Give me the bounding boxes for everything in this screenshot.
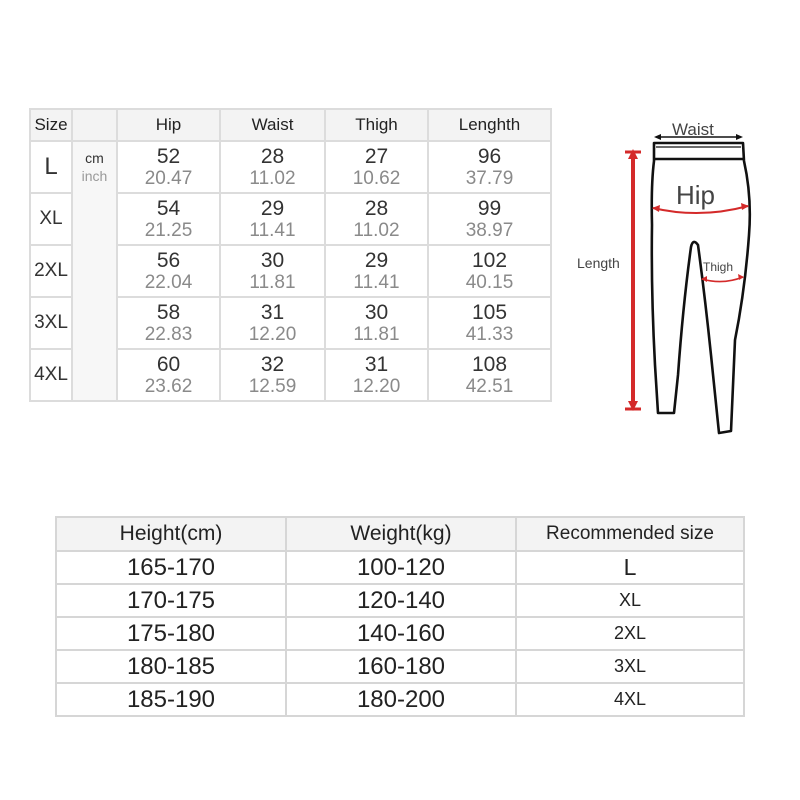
height-cell: 185-190 bbox=[57, 684, 285, 715]
waist-inch-value: 12.20 bbox=[248, 324, 297, 345]
waist-inch-value: 11.41 bbox=[249, 220, 296, 241]
length-cell bbox=[429, 246, 550, 296]
header-weight: Weight(kg) bbox=[287, 518, 515, 550]
header-recommended-size: Recommended size bbox=[517, 518, 743, 550]
thigh-cm-value: 30 bbox=[364, 301, 389, 324]
length-inch-value: 37.79 bbox=[465, 168, 514, 189]
recommended-size-cell: 4XL bbox=[517, 684, 743, 715]
thigh-cell bbox=[326, 194, 427, 244]
length-inch-value: 41.33 bbox=[465, 324, 514, 345]
hip-cell bbox=[118, 350, 219, 400]
waist-cell bbox=[221, 194, 324, 244]
size-cell: XL bbox=[31, 194, 71, 244]
length-cm-value: 108 bbox=[471, 353, 508, 376]
thigh-cell bbox=[326, 350, 427, 400]
waist-cm-value: 32 bbox=[260, 353, 285, 376]
waist-cm-value: 29 bbox=[260, 197, 285, 220]
thigh-inch-value: 11.02 bbox=[353, 220, 400, 241]
length-cell bbox=[429, 194, 550, 244]
thigh-label: Thigh bbox=[703, 260, 734, 274]
length-cell bbox=[429, 298, 550, 348]
table-row bbox=[57, 618, 743, 649]
waist-label: Waist bbox=[672, 120, 714, 139]
waist-cell bbox=[221, 142, 324, 192]
unit-inch-label: inch bbox=[81, 168, 108, 184]
height-cell: 180-185 bbox=[57, 651, 285, 682]
length-cm-value: 99 bbox=[477, 197, 502, 220]
thigh-cm-value: 27 bbox=[364, 145, 389, 168]
length-label: Length bbox=[577, 255, 620, 271]
height-cell: 175-180 bbox=[57, 618, 285, 649]
recommended-size-cell: 3XL bbox=[517, 651, 743, 682]
thigh-cm-value: 31 bbox=[364, 353, 389, 376]
size-cell: 3XL bbox=[31, 298, 71, 348]
table-row bbox=[31, 142, 550, 192]
thigh-inch-value: 11.41 bbox=[353, 272, 400, 293]
hip-cm-value: 60 bbox=[156, 353, 181, 376]
header-length: Lenghth bbox=[429, 110, 550, 140]
hip-cm-value: 52 bbox=[156, 145, 181, 168]
unit-cm-label: cm bbox=[85, 150, 104, 166]
length-inch-value: 38.97 bbox=[465, 220, 514, 241]
hip-inch-value: 22.83 bbox=[144, 324, 193, 345]
header-waist: Waist bbox=[221, 110, 324, 140]
height-cell: 170-175 bbox=[57, 585, 285, 616]
pants-measurement-diagram bbox=[575, 115, 775, 445]
table-row bbox=[57, 585, 743, 616]
length-cell bbox=[429, 350, 550, 400]
thigh-cell bbox=[326, 246, 427, 296]
size-recommendation-table bbox=[55, 516, 745, 717]
recommended-size-cell: XL bbox=[517, 585, 743, 616]
waist-inch-value: 12.59 bbox=[248, 376, 297, 397]
length-cell bbox=[429, 142, 550, 192]
waist-cell bbox=[221, 298, 324, 348]
header-size: Size bbox=[31, 110, 71, 140]
waist-cm-value: 30 bbox=[260, 249, 285, 272]
size-chart-header-row bbox=[31, 110, 550, 140]
waist-cm-value: 31 bbox=[260, 301, 285, 324]
thigh-inch-value: 12.20 bbox=[352, 376, 401, 397]
hip-label: Hip bbox=[676, 180, 716, 210]
waist-inch-value: 11.81 bbox=[249, 272, 296, 293]
recommended-size-cell: 2XL bbox=[517, 618, 743, 649]
header-thigh: Thigh bbox=[326, 110, 427, 140]
hip-cell bbox=[118, 142, 219, 192]
weight-cell: 160-180 bbox=[287, 651, 515, 682]
size-cell: L bbox=[31, 142, 71, 192]
thigh-inch-value: 10.62 bbox=[352, 168, 401, 189]
recommendation-header-row bbox=[57, 518, 743, 550]
length-indicator bbox=[625, 149, 641, 411]
pants-illustration bbox=[575, 115, 775, 445]
size-cell: 4XL bbox=[31, 350, 71, 400]
length-inch-value: 40.15 bbox=[465, 272, 514, 293]
weight-cell: 100-120 bbox=[287, 552, 515, 583]
header-hip: Hip bbox=[118, 110, 219, 140]
length-inch-value: 42.51 bbox=[465, 376, 514, 397]
hip-inch-value: 20.47 bbox=[144, 168, 193, 189]
unit-legend bbox=[73, 142, 116, 400]
hip-cm-value: 54 bbox=[156, 197, 181, 220]
hip-cm-value: 56 bbox=[156, 249, 181, 272]
hip-cm-value: 58 bbox=[156, 301, 181, 324]
waist-cell bbox=[221, 246, 324, 296]
length-cm-value: 96 bbox=[477, 145, 502, 168]
table-row bbox=[57, 684, 743, 715]
header-height: Height(cm) bbox=[57, 518, 285, 550]
size-cell: 2XL bbox=[31, 246, 71, 296]
height-cell: 165-170 bbox=[57, 552, 285, 583]
thigh-inch-value: 11.81 bbox=[353, 324, 400, 345]
hip-cell bbox=[118, 298, 219, 348]
length-cm-value: 105 bbox=[471, 301, 508, 324]
thigh-cm-value: 28 bbox=[364, 197, 389, 220]
table-row bbox=[57, 552, 743, 583]
table-row bbox=[57, 651, 743, 682]
hip-inch-value: 22.04 bbox=[144, 272, 193, 293]
hip-inch-value: 23.62 bbox=[144, 376, 193, 397]
hip-cell bbox=[118, 246, 219, 296]
length-cm-value: 102 bbox=[471, 249, 508, 272]
header-unit bbox=[73, 110, 116, 140]
weight-cell: 120-140 bbox=[287, 585, 515, 616]
waist-cell bbox=[221, 350, 324, 400]
thigh-cell bbox=[326, 142, 427, 192]
size-chart-table bbox=[29, 108, 552, 402]
weight-cell: 180-200 bbox=[287, 684, 515, 715]
waist-inch-value: 11.02 bbox=[249, 168, 296, 189]
thigh-cm-value: 29 bbox=[364, 249, 389, 272]
hip-cell bbox=[118, 194, 219, 244]
recommended-size-cell: L bbox=[517, 552, 743, 583]
weight-cell: 140-160 bbox=[287, 618, 515, 649]
waist-cm-value: 28 bbox=[260, 145, 285, 168]
hip-inch-value: 21.25 bbox=[144, 220, 193, 241]
thigh-cell bbox=[326, 298, 427, 348]
